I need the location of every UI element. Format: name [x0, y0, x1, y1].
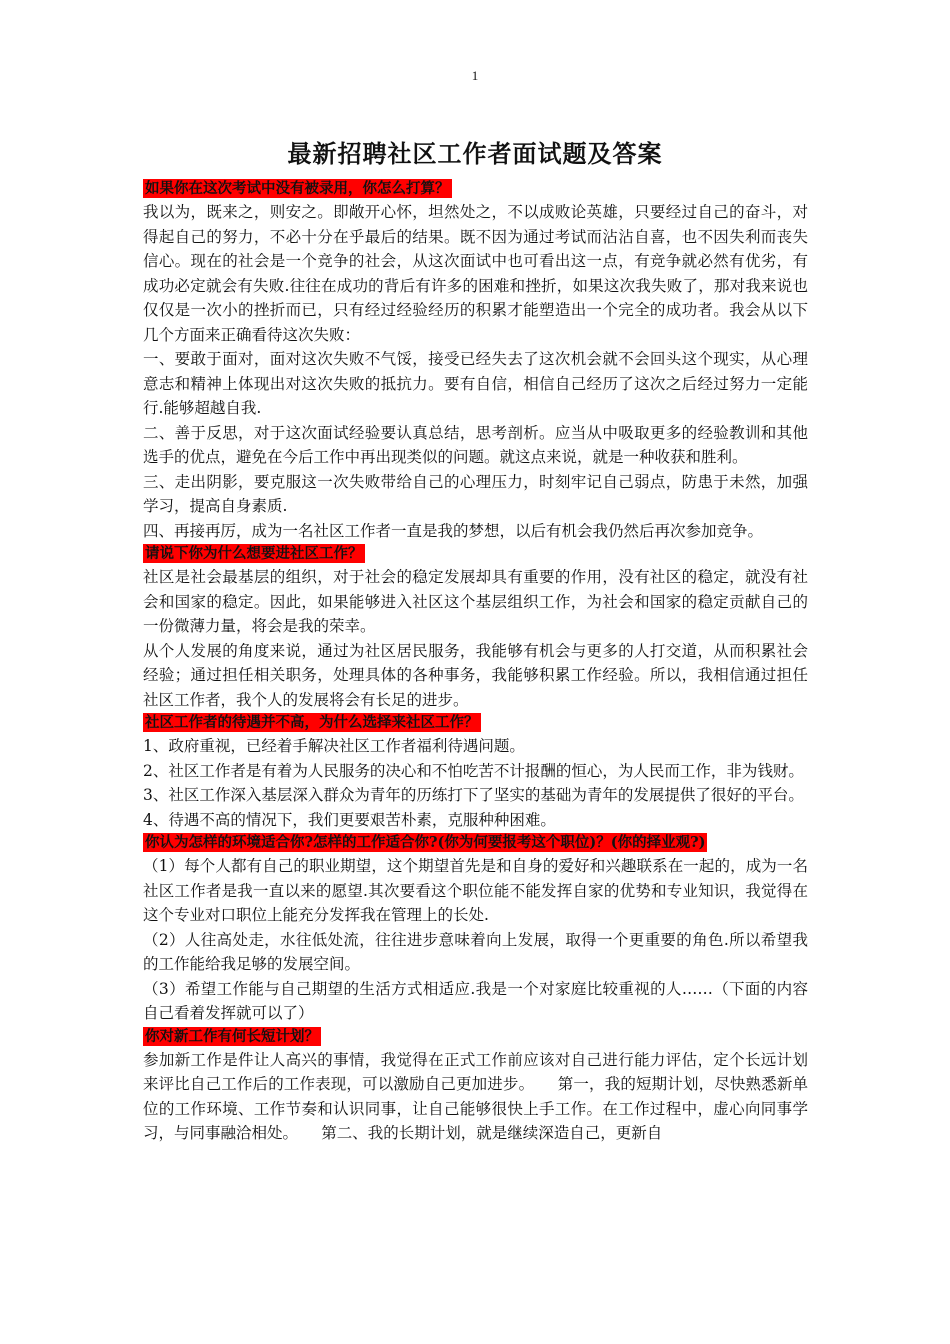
question-heading: 请说下你为什么想要进社区工作？ [145, 545, 363, 562]
answer-paragraph: 3、社区工作深入基层深入群众为青年的历练打下了坚实的基础为青年的发展提供了很好的平台。 [143, 786, 804, 804]
qa-section-5 [143, 1026, 808, 1146]
answer-paragraph: 三、走出阴影，要克服这一次失败带给自己的心理压力，时刻牢记自己弱点，防患于未然，加强学习，提高自身素质. [143, 472, 808, 515]
answer-paragraph: 1、政府重视，已经着手解决社区工作者福利待遇问题。 [143, 737, 525, 755]
answer-paragraph: 社区是社会最基层的组织，对于社会的稳定发展却具有重要的作用，没有社区的稳定，就没有社会和国家的稳定。因此，如果能够进入社区这个基层组织工作，为社会和国家的稳定贡献自己的一份微薄力量，将会是我的荣幸。 [143, 568, 808, 635]
answer-paragraph: （3）希望工作能与自己期望的生活方式相适应.我是一个对家庭比较重视的人……（下面的内容自己看着发挥就可以了） [143, 979, 808, 1022]
answer-paragraph: 四、再接再厉，成为一名社区工作者一直是我的梦想，以后有机会我仍然后再次参加竞争。 [143, 521, 764, 540]
document-body [143, 178, 808, 1146]
answer-paragraph: 我以为，既来之，则安之。即敞开心怀，坦然处之，不以成败论英雄，只要经过自己的奋斗，对得起自己的努力，不必十分在乎最后的结果。既不因为通过考试而沾沾自喜，也不因失利而丧失信心。现在的社会是一个竞争的社会，从这次面试中也可看出这一点，有竞争就必然有优劣，有成功必定就会有失败.往往在成功的背后有许多的困难和挫折，如果这次我失败了，那对我来说也仅仅是一次小的挫折而已，只有经过经验经历的积累才能塑造出一个完全的成功者。我会从以下几个方面来正确看待这次失败： [143, 203, 808, 344]
answer-paragraph: 二、善于反思，对于这次面试经验要认真总结，思考剖析。应当从中吸取更多的经验教训和其他选手的优点，避免在今后工作中再出现类似的问题。就这点来说，就是一种收获和胜利。 [143, 423, 808, 466]
answer-paragraph: （1）每个人都有自己的职业期望，这个期望首先是和自身的爱好和兴趣联系在一起的，成为一名社区工作者是我一直以来的愿望.其次要看这个职位能不能发挥自家的优势和专业知识，我觉得在这个专业对口职位上能充分发挥我在管理上的长处. [143, 857, 808, 924]
qa-section-2 [143, 543, 808, 712]
document-title: 最新招聘社区工作者面试题及答案 [287, 139, 663, 168]
qa-section-1 [143, 178, 808, 543]
qa-section-3 [143, 712, 808, 832]
answer-paragraph: 2、社区工作者是有着为人民服务的决心和不怕吃苦不计报酬的恒心，为人民而工作，非为钱财。 [143, 761, 804, 780]
answer-paragraph: 一、要敢于面对，面对这次失败不气馁，接受已经失去了这次机会就不会回头这个现实，从心理意志和精神上体现出对这次失败的抵抗力。要有自信，相信自己经历了这次之后经过努力一定能行.能够超越自我. [143, 350, 808, 417]
question-heading: 如果你在这次考试中没有被录用，你怎么打算？ [145, 180, 450, 197]
answer-paragraph: 从个人发展的角度来说，通过为社区居民服务，我能够有机会与更多的人打交道，从而积累社会经验；通过担任相关职务，处理具体的各种事务，我能够积累工作经验。所以，我相信通过担任社区工作者，我个人的发展将会有长足的进步。 [143, 641, 808, 709]
answer-paragraph: 参加新工作是件让人高兴的事情，我觉得在正式工作前应该对自己进行能力评估，定个长远计划来评比自己工作后的工作表现，可以激励自己更加进步。 第一，我的短期计划，尽快熟悉新单位的工作环境、工作节奏和认识同事，让自己能够很快上手工作。在工作过程中，虚心向同事学习，与同事融洽相处。 第二、我的长期计划，就是继续深造自己，更新自 [143, 1050, 808, 1142]
answer-paragraph: 4、待遇不高的情况下，我们更要艰苦朴素，克服种种困难。 [143, 810, 556, 829]
question-heading: 社区工作者的待遇并不高，为什么选择来社区工作？ [145, 714, 479, 731]
question-heading: 你对新工作有何长短计划？ [145, 1027, 319, 1045]
qa-section-4 [143, 832, 808, 1026]
question-heading: 你认为怎样的环境适合你?怎样的工作适合你?(你为何要报考这个职位)？(你的择业观?) [145, 834, 706, 851]
answer-paragraph: （2）人往高处走，水往低处流，往往进步意味着向上发展，取得一个更重要的角色.所以希望我的工作能给我足够的发展空间。 [143, 930, 808, 973]
page-number: 1 [471, 68, 479, 83]
